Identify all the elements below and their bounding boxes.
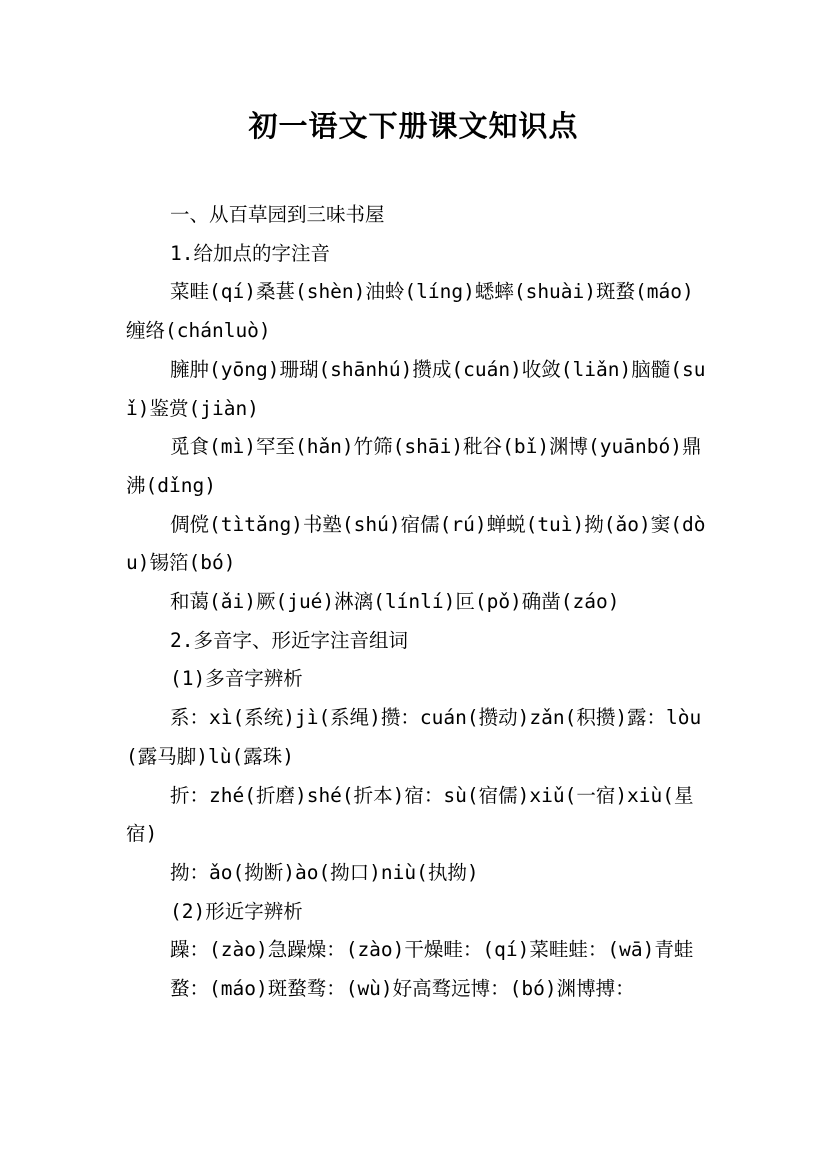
pinyin-paragraph: 臃肿(yōng)珊瑚(shānhú)攒成(cuán)收敛(liǎn)脑髓(suǐ)鉴赏(jiàn)	[126, 357, 706, 420]
document-title: 初一语文下册课文知识点	[248, 109, 579, 143]
pinyin-paragraph: 和蔼(ǎi)厥(jué)淋漓(línlí)叵(pǒ)确凿(záo)	[170, 590, 620, 614]
pinyin-paragraph: 觅食(mì)罕至(hǎn)竹筛(shāi)秕谷(bǐ)渊博(yuānbó)鼎沸(dǐng)	[126, 435, 702, 497]
polyphone-paragraph: 折：zhé(折磨)shé(折本)宿：sù(宿儒)xiǔ(一宿)xiù(星宿)	[126, 783, 694, 846]
similar-character-paragraph: 躁：(zào)急躁燥：(zào)干燥畦：(qí)菜畦蛙：(wā)青蛙	[170, 938, 694, 962]
similar-character-paragraph: 蝥：(máo)斑蝥骛：(wù)好高骛远博：(bó)渊博搏：	[170, 977, 635, 1001]
subsection-heading: 2.多音字、形近字注音组词	[170, 628, 408, 652]
polyphone-paragraph: 系：xì(系统)jì(系绳)攒：cuán(攒动)zǎn(积攒)露：lòu(露马脚)lù(露珠)	[126, 706, 702, 768]
polyphone-paragraph: 拗：ǎo(拗断)ào(拗口)niù(执拗)	[170, 860, 479, 884]
subsection-heading: (1)多音字辨析	[170, 667, 303, 691]
pinyin-paragraph: 菜畦(qí)桑葚(shèn)油蛉(líng)蟋蟀(shuài)斑蝥(máo)缠络(chánluò)	[126, 280, 694, 343]
subsection-heading: 1.给加点的字注音	[170, 241, 330, 265]
section-heading: 一、从百草园到三味书屋	[170, 203, 385, 226]
subsection-heading: (2)形近字辨析	[170, 899, 303, 923]
pinyin-paragraph: 倜傥(tìtǎng)书塾(shú)宿儒(rú)蝉蜕(tuì)拗(ǎo)窦(dòu)锡箔(bó)	[126, 512, 706, 575]
document-body	[126, 196, 712, 1009]
